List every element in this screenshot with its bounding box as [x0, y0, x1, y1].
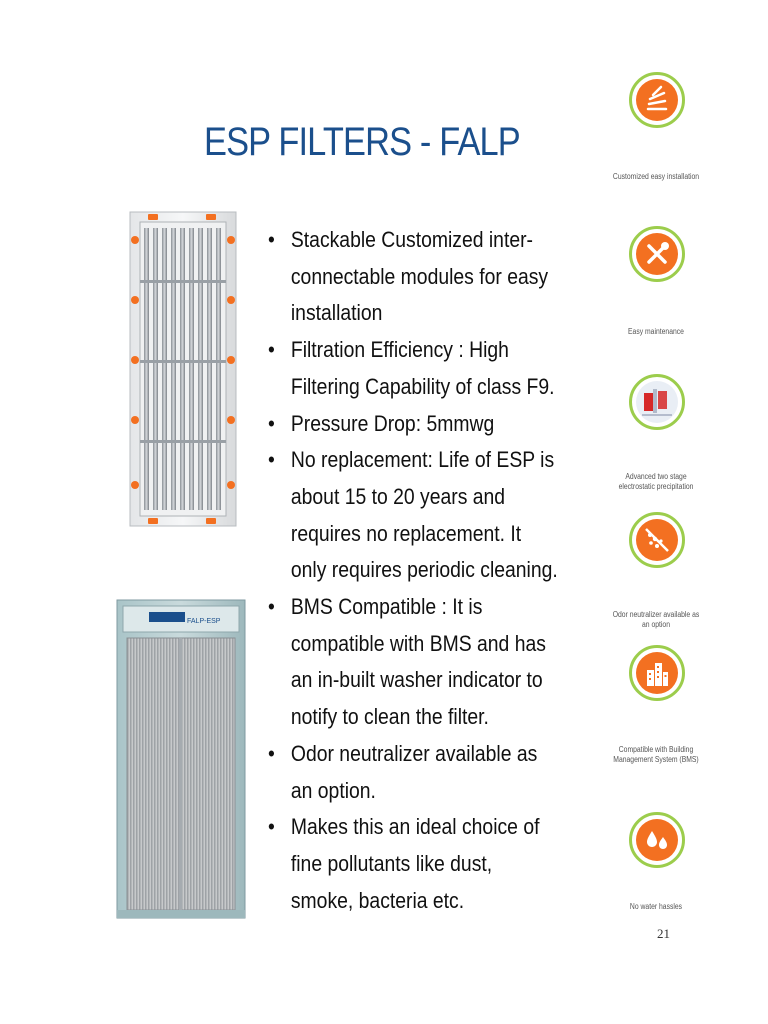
slide-title: ESP FILTERS - FALP — [204, 120, 520, 164]
building-management-icon — [629, 645, 685, 701]
page-number: 21 — [657, 926, 670, 941]
icon-caption: No water hassles — [629, 902, 683, 911]
icon-caption: Odor neutralizer available as an option — [612, 610, 700, 629]
icon-caption: Customized easy installation — [612, 172, 700, 181]
bullet-item: • Stackable Customized inter-connectable modules for easy installation — [268, 222, 558, 332]
no-water-icon — [629, 812, 685, 868]
feature-bullet-list — [268, 222, 558, 919]
icon-caption: Compatible with Building Management System (BMS) — [613, 745, 699, 764]
esp-module-image — [128, 210, 238, 528]
bullet-item: • Pressure Drop: 5mmwg — [268, 406, 558, 443]
falp-esp-unit-image — [115, 596, 247, 922]
bullet-item: • Filtration Efficiency : High Filtering Capability of class F9. — [268, 332, 558, 405]
product-label: FALP-ESP — [187, 618, 221, 625]
bullet-item: • Makes this an ideal choice of fine pollutants like dust, smoke, bacteria etc. — [268, 809, 558, 919]
two-stage-precipitation-icon — [629, 374, 685, 430]
wrench-screwdriver-icon — [629, 226, 685, 282]
icon-caption: Advanced two stage electrostatic precipitation — [618, 472, 694, 491]
bullet-item: • BMS Compatible : It is compatible with BMS and has an in-built washer indicator to notify to clean the filter. — [268, 589, 558, 736]
bullet-item: • No replacement: Life of ESP is about 15 to 20 years and requires no replacement. It only requires periodic cleaning. — [268, 442, 558, 589]
icon-caption: Easy maintenance — [628, 327, 684, 336]
stacked-modules-icon — [629, 72, 685, 128]
odor-neutralizer-icon — [629, 512, 685, 568]
bullet-item: • Odor neutralizer available as an option. — [268, 736, 558, 809]
